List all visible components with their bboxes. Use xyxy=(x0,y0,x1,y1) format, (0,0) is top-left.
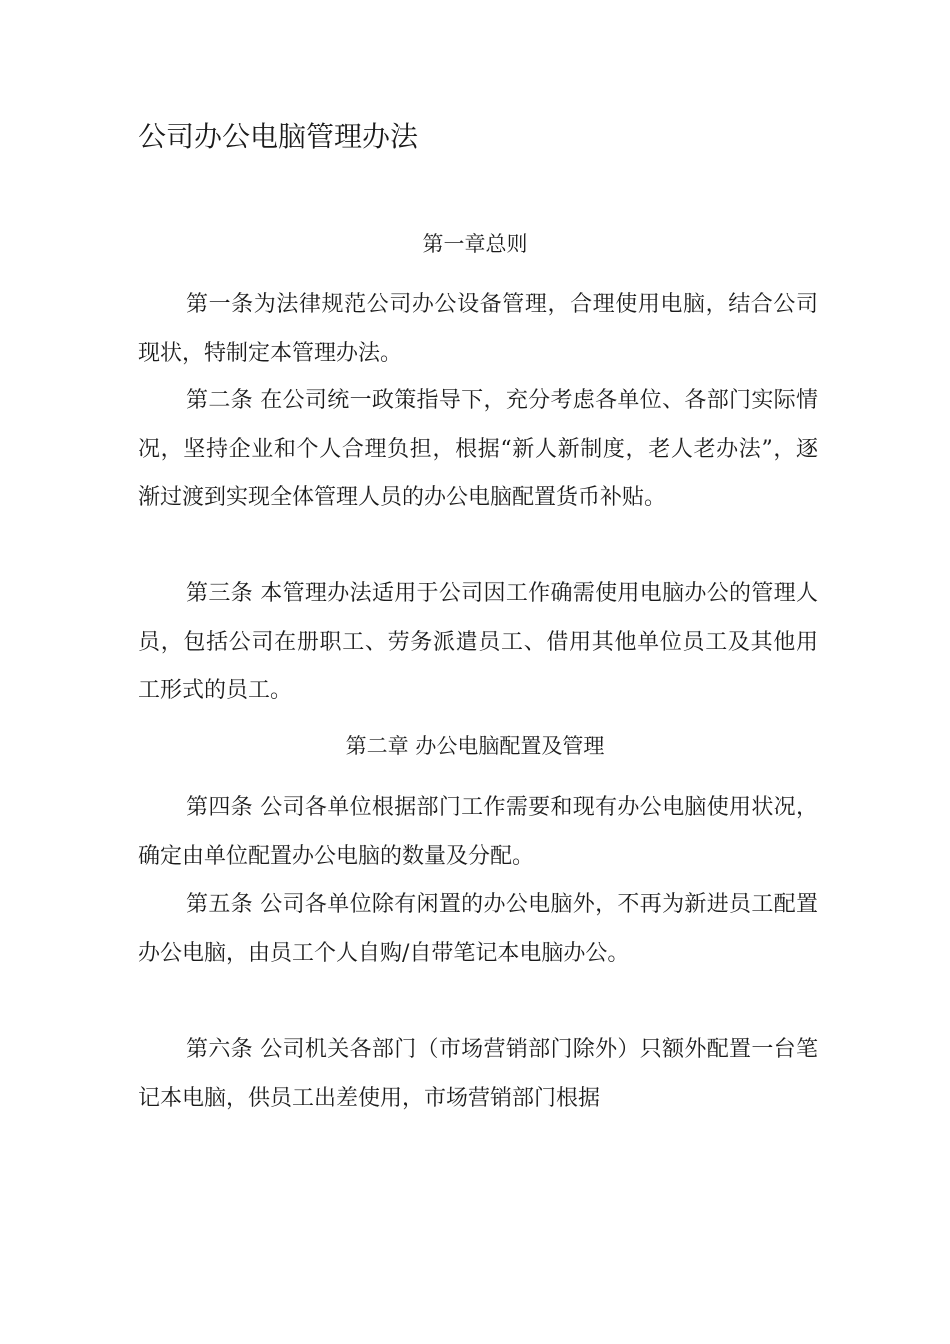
article-5: 第五条 公司各单位除有闲置的办公电脑外，不再为新进员工配置办公电脑，由员工个人自购/自带笔记本电脑办公。 xyxy=(138,892,818,966)
article-4: 第四条 公司各单位根据部门工作需要和现有办公电脑使用状况，确定由单位配置办公电脑的数量及分配。 xyxy=(138,795,818,869)
chapter-2-heading: 第二章 办公电脑配置及管理 xyxy=(345,734,605,758)
chapter-1-heading: 第一章总则 xyxy=(422,232,528,256)
article-2: 第二条 在公司统一政策指导下，充分考虑各单位、各部门实际情况，坚持企业和个人合理负担，根据“新人新制度，老人老办法”，逐渐过渡到实现全体管理人员的办公电脑配置货币补贴。 xyxy=(138,388,818,510)
article-1: 第一条为法律规范公司办公设备管理，合理使用电脑，结合公司现状，特制定本管理办法。 xyxy=(138,292,818,366)
document-title: 公司办公电脑管理办法 xyxy=(138,120,419,153)
article-6: 第六条 公司机关各部门（市场营销部门除外）只额外配置一台笔记本电脑，供员工出差使用，市场营销部门根据 xyxy=(138,1037,818,1111)
article-3: 第三条 本管理办法适用于公司因工作确需使用电脑办公的管理人员，包括公司在册职工、劳务派遣员工、借用其他单位员工及其他用工形式的员工。 xyxy=(138,581,818,703)
